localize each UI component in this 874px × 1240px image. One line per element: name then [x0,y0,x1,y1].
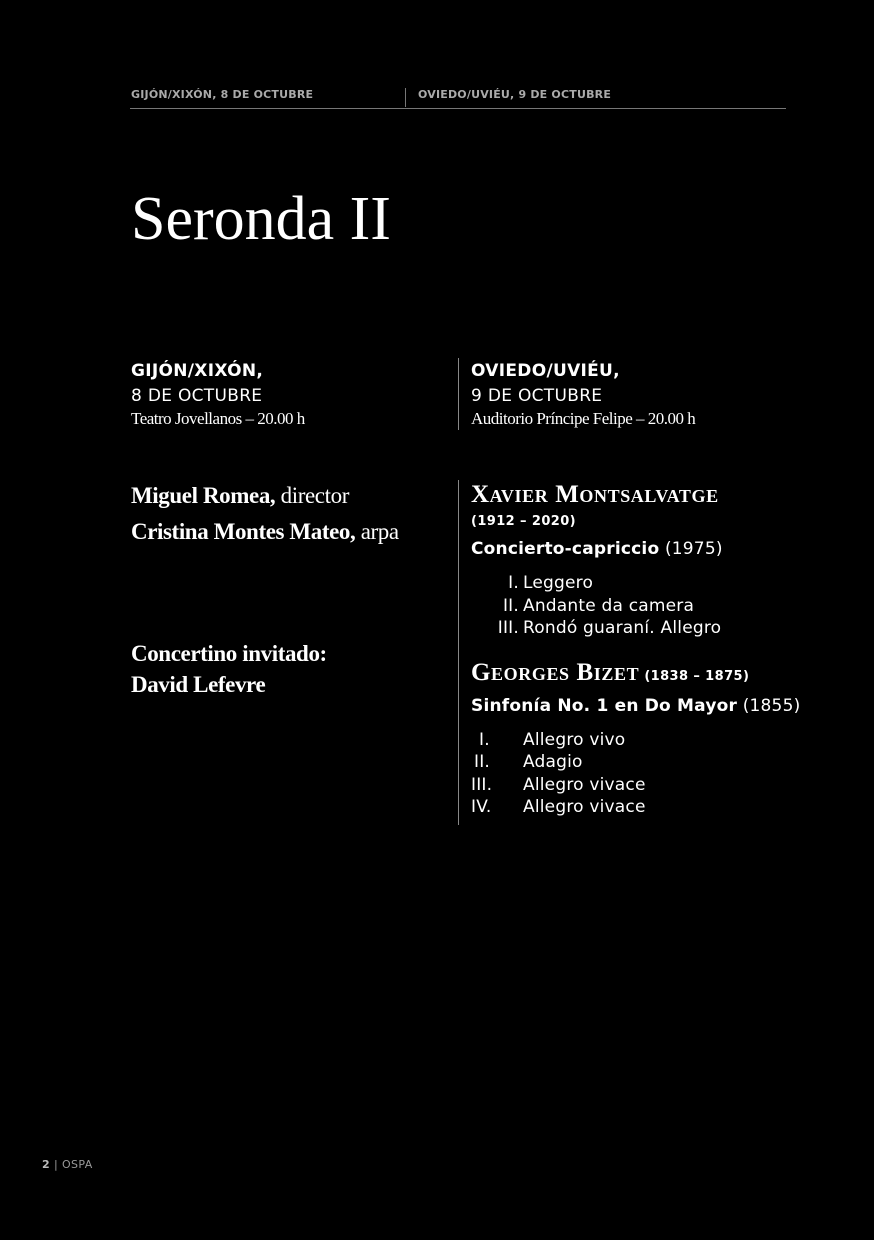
work-title [471,538,786,560]
header-left-venue-date: GIJÓN/XIXÓN, 8 DE OCTUBRE [131,88,314,101]
page-number: 2 [42,1158,51,1171]
venue-date: 8 DE OCTUBRE [131,386,263,406]
movement-number: IV. [471,797,492,817]
movement-title: Andante da camera [523,595,695,616]
page-footer [42,1158,93,1171]
movement-number: II. [474,752,491,772]
work-year: (1855) [742,695,801,716]
running-header [130,88,786,109]
program-item-bizet [471,658,801,819]
concertino-block [131,638,327,700]
movement-number: I. [479,729,490,750]
movement-number: III. [497,618,519,638]
performer-name: Miguel Romea, [131,483,276,508]
composer-years: (1912 – 2020) [471,514,576,529]
composer-name: Georges Bizet [471,658,640,686]
movement-item [471,729,786,752]
movement-title: Allegro vivace [523,797,646,817]
venue-gijon [131,358,305,430]
movement-item [471,796,786,819]
performer-director [131,478,399,514]
movement-item [471,595,786,618]
work-year: (1975) [664,539,723,559]
venue-oviedo [458,358,695,430]
work-name: Sinfonía No. 1 en Do Mayor [471,695,738,716]
movement-number: III. [471,774,493,795]
venue-date: 9 DE OCTUBRE [471,386,603,406]
venue-place-time: Teatro Jovellanos – 20.00 h [131,409,305,428]
program-item-montsalvatge [471,482,786,640]
header-right-venue-date: OVIEDO/UVIÉU, 9 DE OCTUBRE [418,88,612,101]
movement-title: Allegro vivo [523,729,626,750]
composer-name: Xavier Montsalvatge [471,481,719,508]
movement-list [471,572,786,640]
movement-list [471,729,786,819]
performer-name: Cristina Montes Mateo, [131,519,356,544]
movement-number: II. [502,595,519,616]
page-title: Seronda II [131,185,391,253]
footer-label: OSPA [61,1158,93,1171]
performers-list [131,478,399,550]
composer-years: (1838 – 1875) [644,668,750,684]
movement-item [471,751,786,774]
movement-title: Leggero [523,573,594,593]
movement-item [471,617,786,640]
venue-place-time: Auditorio Príncipe Felipe – 20.00 h [471,409,696,428]
program-list [458,480,801,825]
movement-title: Rondó guaraní. Allegro [523,618,722,638]
venue-city: OVIEDO/UVIÉU, [471,361,620,381]
venue-city: GIJÓN/XIXÓN, [131,361,264,381]
header-divider [405,88,406,107]
work-title [471,695,801,717]
concertino-name: David Lefevre [131,672,266,697]
concertino-label: Concertino invitado: [131,641,327,666]
movement-item [471,774,786,797]
movement-title: Allegro vivace [523,774,646,795]
performer-role: director [280,483,349,508]
performer-role: arpa [360,519,399,544]
movement-number: I. [508,573,519,593]
movement-item [471,572,786,595]
footer-separator: | [50,1158,62,1171]
movement-title: Adagio [523,752,583,772]
performer-soloist [131,514,399,550]
work-name: Concierto-capriccio [471,539,660,559]
composer-heading [471,660,786,691]
